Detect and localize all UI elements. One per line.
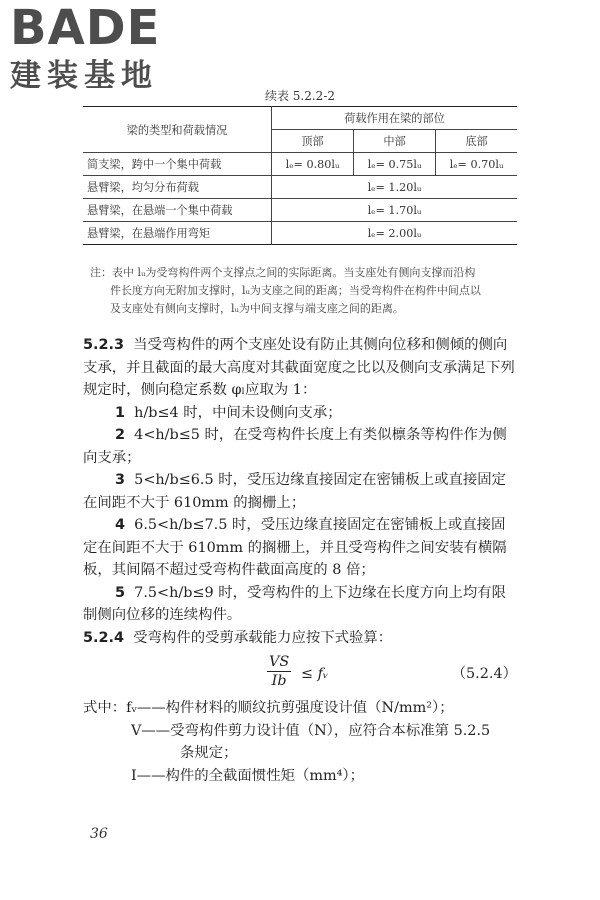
symbol-definitions — [83, 697, 517, 787]
row-label: 简支梁，跨中一个集中荷载 — [83, 153, 272, 176]
item-number: 4 — [115, 517, 126, 533]
cell-value: lₑ= 1.70lᵤ — [272, 199, 518, 222]
table-row — [83, 199, 517, 222]
header-beam-type: 梁的类型和荷载情况 — [83, 107, 272, 153]
header-load-position: 荷载作用在梁的部位 — [272, 107, 518, 130]
row-label: 悬臂梁，在悬端一个集中荷载 — [83, 199, 272, 222]
table-header-row — [83, 107, 517, 130]
item-number: 1 — [115, 404, 126, 421]
cell-value: lₑ= 0.70lᵤ — [436, 153, 517, 176]
header-middle: 中部 — [354, 130, 436, 153]
cell-value: lₑ= 0.80lᵤ — [272, 153, 354, 176]
item-number: 5 — [115, 584, 126, 601]
formula-relation: ≤ fᵥ — [301, 666, 329, 682]
formula-fraction — [267, 653, 291, 690]
item-text: h/b≤4 时，中间未设侧向支承； — [134, 404, 342, 421]
clause-text: 当受弯构件的两个支座处设有防止其侧向位移和侧倾的侧向支承，并且截面的最大高度对其截面宽度之比以及侧向支承满足下列规定时，侧向稳定系数 φₗ应取为 1： — [83, 337, 515, 398]
cell-value: lₑ= 2.00lᵤ — [272, 222, 518, 245]
table-row — [83, 153, 517, 176]
header-top: 顶部 — [272, 130, 354, 153]
list-item — [83, 424, 517, 469]
shear-formula — [83, 649, 517, 697]
list-item — [83, 582, 517, 627]
page-number: 36 — [90, 826, 108, 842]
list-item — [83, 402, 517, 425]
note-line: 件长度方向无附加支撑时，lᵤ为支座之间的距离；当受弯构件在构件中间点以 — [110, 284, 481, 297]
definition-line: V——受弯构件剪力设计值（N），应符合本标准第 5.2.5 — [131, 722, 491, 739]
item-number: 2 — [115, 427, 126, 443]
table-row — [83, 176, 517, 199]
definition-line: 式中：fᵥ——构件材料的顺纹抗剪强度设计值（N/mm²）； — [83, 700, 454, 716]
item-text: 4<h/b≤5 时，在受弯构件长度上有类似檩条等构件作为侧向支承； — [83, 427, 507, 466]
definition-line: I——构件的全截面惯性矩（mm⁴）； — [131, 767, 365, 784]
cell-value: lₑ= 0.75lᵤ — [354, 153, 436, 176]
definition-line: 条规定； — [180, 745, 238, 761]
row-label: 悬臂梁，在悬端作用弯矩 — [83, 222, 272, 245]
table-note — [90, 264, 520, 318]
logo-subtitle: 建装基地 — [10, 58, 158, 94]
header-bottom: 底部 — [436, 130, 517, 153]
table-row — [83, 222, 517, 245]
item-text: 6.5<h/b≤7.5 时，受压边缘直接固定在密铺板上或直接固定在间距不大于 610mm 的搁栅上，并且受弯构件之间安装有横隔板，其间隔不超过受弯构件截面高度的 8 倍； — [83, 517, 507, 578]
formula-numerator: VS — [269, 654, 290, 670]
clause-number: 5.2.3 — [83, 337, 124, 353]
clause-5-2-3 — [83, 334, 517, 402]
item-text: 5<h/b≤6.5 时，受压边缘直接固定在密铺板上或直接固定在间距不大于 610mm 的搁栅上； — [83, 472, 507, 511]
item-text: 7.5<h/b≤9 时，受弯构件的上下边缘在长度方向上均有限制侧向位移的连续构件。 — [83, 584, 507, 623]
main-text — [83, 334, 517, 787]
row-label: 悬臂梁，均匀分布荷载 — [83, 176, 272, 199]
clause-text: 受弯构件的受剪承载能力应按下式验算： — [133, 629, 393, 646]
note-line: 注：表中 lᵤ为受弯构件两个支撑点之间的实际距离。当支座处有侧向支撑而沿构 — [90, 266, 476, 279]
table-caption: 续表 5.2.2-2 — [264, 89, 336, 103]
formula-label: （5.2.4） — [451, 666, 517, 682]
beam-length-table — [83, 106, 517, 245]
cell-value: lₑ= 1.20lᵤ — [272, 176, 518, 199]
logo-wordmark: BADE — [10, 0, 161, 56]
note-line: 及支座处有侧向支撑时，lᵤ为中间支撑与端支座之间的距离。 — [110, 302, 404, 315]
list-item — [83, 514, 517, 582]
logo — [10, 2, 160, 94]
clause-number: 5.2.4 — [83, 629, 124, 646]
item-number: 3 — [115, 472, 126, 488]
formula-denominator: Ib — [271, 673, 287, 689]
clause-5-2-4 — [83, 627, 517, 650]
list-item — [83, 469, 517, 514]
